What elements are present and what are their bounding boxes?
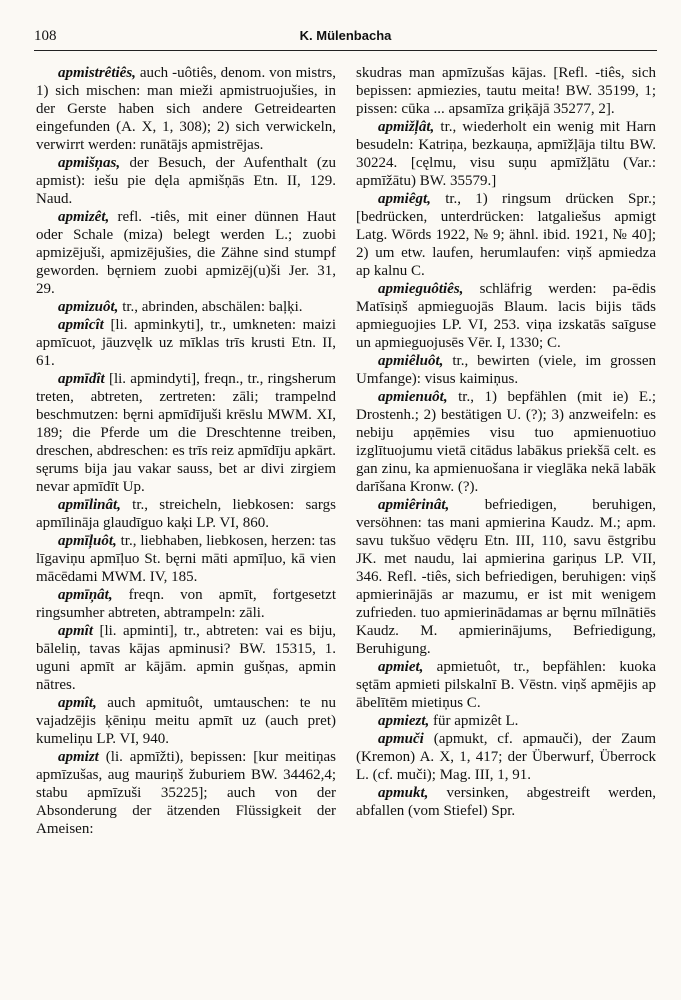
dictionary-entry <box>36 748 340 838</box>
entry-headword: apmīņât, <box>58 587 113 603</box>
dictionary-entry <box>36 496 340 532</box>
dictionary-entry <box>36 208 340 298</box>
entry-headword: apmiet, <box>378 659 424 675</box>
dictionary-entry <box>36 298 336 316</box>
entry-definition: tr., abrinden, abschälen: baļķi. <box>118 299 303 315</box>
entry-definition: tr., streicheln, liebkosen: sargs apmīlināja glaudīguo kaķi LP. VI, 860. <box>36 497 340 531</box>
dictionary-entry <box>36 532 340 586</box>
entry-headword: apmienuôt, <box>378 389 448 405</box>
entry-definition: befriedigen, beruhigen, versöhnen: tas mani apmierina Kaudz. M.; apm. savu tukšuo vēdęru Etn. III, 110, savu ēstgribu JK. met naudu, lai apmierina gariņus LP. VII, 346. Refl. -tiês, sich befriedigen, beruhigen: viņš apmierinājās ar mazumu, er ist mit wenigem zufrieden. tuo apmierinādamas ar bęrnu mīlnātiēs Kaudz. M. apmierinājums, Befriedigung, Beruhigung. <box>356 497 660 657</box>
entry-definition: der Besuch, der Aufenthalt (zu apmist): iešu pie dęla apmišņās Etn. II, 129. Naud. <box>36 155 340 207</box>
dictionary-entry <box>36 154 340 208</box>
entry-definition: tr., wiederholt ein wenig mit Harn besudeln: Katriņa, bezkauņa, apmīžļāja tiltu BW. 30224. [cęlmu, visu suņu apmīžļātu (Var.: apmīžātu) BW. 35579.] <box>356 119 660 189</box>
entry-definition: tr., bewirten (viele, im grossen Umfange): visus kaimiņus. <box>356 353 660 387</box>
entry-definition: freqn. von apmīt, fortgesetzt ringsumher abtreten, abtrampeln: zāli. <box>36 587 340 621</box>
page-number: 108 <box>34 28 57 44</box>
entry-definition: refl. -tiês, mit einer dünnen Haut oder Schale (miza) belegt werden L.; zuobi apmizējuši, apmizējušies, die Zähne sind stumpf geworden. bęrniem zuobi apmizēj(u)ši Jer. 31, 29. <box>36 209 340 297</box>
entry-definition: tr., 1) bepfählen (mit ie) E.; Drostenh.; 2) bestätigen U. (?); 3) anzweifeln: es nebiju apņēmies visu tuo apmienuotiuo izglītuojumu vietā citādus labākus priekšā celt. es gan zinu, ka apmienuošana ir vieglāka nekā labāk darīšana Kronw. (?). <box>356 389 660 495</box>
entry-definition: (apmukt, cf. apmauči), der Zaum (Kremon) A. X, 1, 417; der Überwurf, Überrock L. (cf. muči); Mag. III, 1, 91. <box>356 731 660 783</box>
dictionary-entry <box>36 64 340 154</box>
entry-headword: apmieguôtiês, <box>378 281 464 297</box>
entry-definition: für apmizêt L. <box>429 713 519 729</box>
entry-definition: [li. apmindyti], freqn., tr., ringsherum treten, abtreten, zertreten: zāli; trampelnd beschmutzen: bęrni apmīdījuši krēslu MWM. XI, 189; die Pferde um die Dreschtenne treiben, dreschen, abdreschen: es trīs reiz apmīdīju apkārt. sęrums bija jau vakar sauss, bet ar divi zirgiem nevar apmīdīt Up. <box>36 371 340 495</box>
entry-headword: apmît, <box>58 695 97 711</box>
dictionary-entry <box>356 118 660 190</box>
entry-definition: auch apmituôt, umtauschen: te nu vajadzējis ķēniņu meitu apmīt uz (auch pret) kumeliņu LP. VI, 940. <box>36 695 340 747</box>
entry-headword: apmiezt, <box>378 713 430 729</box>
entry-headword: apmistrêtiês, <box>58 65 136 81</box>
entry-definition: [li. apminti], tr., abtreten: vai es biju, bāleliņ, tavas kājas apminusi? BW. 15315, 1. uguni apmīt ar kājām. apmin gušņas, apmin nātres. <box>36 623 340 693</box>
entry-headword: apmižļât, <box>378 119 435 135</box>
dictionary-entry <box>36 586 340 622</box>
page-header <box>34 26 657 51</box>
running-head: K. Mülenbacha <box>299 28 392 43</box>
entry-definition: [li. apminkyti], tr., umkneten: maizi apmīcuot, jāuzvęlk uz mīklas trīs krusti Etn. II, 61. <box>36 317 340 369</box>
dictionary-entry <box>356 496 660 658</box>
entry-headword: apmīdît <box>58 371 105 387</box>
dictionary-entry <box>356 784 660 820</box>
dictionary-entry <box>356 712 656 730</box>
entry-definition: tr., liebhaben, liebkosen, herzen: tas līgaviņu apmīļuo St. bęrni māti apmīļuo, kā vien mācēdami MWM. IV, 185. <box>36 533 340 585</box>
entry-headword: apmizuôt, <box>58 299 119 315</box>
entry-definition: apmietuôt, tr., bepfählen: kuoka sętām apmieti pilskalnī B. Vēstn. viņš apmējis ap ābelītēm mietiņus C. <box>356 659 660 711</box>
entry-headword: apmîcît <box>58 317 104 333</box>
entry-headword: apmiêgt, <box>378 191 431 207</box>
entry-headword: apmiêrinât, <box>378 497 450 513</box>
dictionary-entry <box>356 190 660 280</box>
dictionary-entry <box>36 370 340 496</box>
entry-headword: apmišņas, <box>58 155 121 171</box>
entry-headword: apmizêt, <box>58 209 110 225</box>
dictionary-entry <box>356 64 660 118</box>
left-column <box>36 64 340 838</box>
dictionary-entry <box>36 694 340 748</box>
entry-definition: skudras man apmīzušas kājas. [Refl. -tiês, sich bepissen: apmiezies, tautu meita! BW. 35199, 1; pissen: cūka ... apsamīza griķājā 35277, 2]. <box>356 65 660 117</box>
entry-definition: schläfrig werden: pa-ēdis Matīsiņš apmieguojās Blaum. lacis bijis tāds apmieguojies LP. VI, 253. viņa izskatās saīguse un apmieguojusēs Vēr. I, 1330; C. <box>356 281 660 351</box>
entry-headword: apmizt <box>58 749 99 765</box>
entry-headword: apmīļuôt, <box>58 533 117 549</box>
entry-definition: tr., 1) ringsum drücken Spr.; [bedrücken, unterdrücken: latgaliešus apmigt Latg. Wōrds 1922, № 9; ähnl. ibid. 1921, № 40]; 2) um etw. laufen, herumlaufen: viņš apmiedza ap kalnu C. <box>356 191 660 279</box>
entry-headword: apmukt, <box>378 785 429 801</box>
dictionary-entry <box>36 622 340 694</box>
entry-definition: (li. apmīžti), bepissen: [kur meitiņas apmīzušas, aug mauriņš žuburiem BW. 34462,4; stabu apmīzuši 35225]; auch von der Absonderung der ätzenden Flüssigkeit der Ameisen: <box>36 749 340 837</box>
dictionary-entry <box>36 316 340 370</box>
entry-definition: versinken, abgestreift werden, abfallen (vom Stiefel) Spr. <box>356 785 660 819</box>
entry-headword: apmuči <box>378 731 424 747</box>
dictionary-entry <box>356 730 660 784</box>
entry-headword: apmīlinât, <box>58 497 121 513</box>
entry-headword: apmît <box>58 623 94 639</box>
right-column <box>356 64 660 820</box>
dictionary-entry <box>356 658 660 712</box>
dictionary-entry <box>356 280 660 352</box>
dictionary-entry <box>356 388 660 496</box>
dictionary-entry <box>356 352 660 388</box>
entry-headword: apmiêluôt, <box>378 353 444 369</box>
entry-definition: auch -uôtiês, denom. von mistrs, 1) sich mischen: man mieži apmistruojušies, in der Gerste haben sich andere Getreidearten eingefunden (A. X, 1, 308); 2) sich verwickeln, verwirrt werden: runātājs apmistrējas. <box>36 65 340 153</box>
